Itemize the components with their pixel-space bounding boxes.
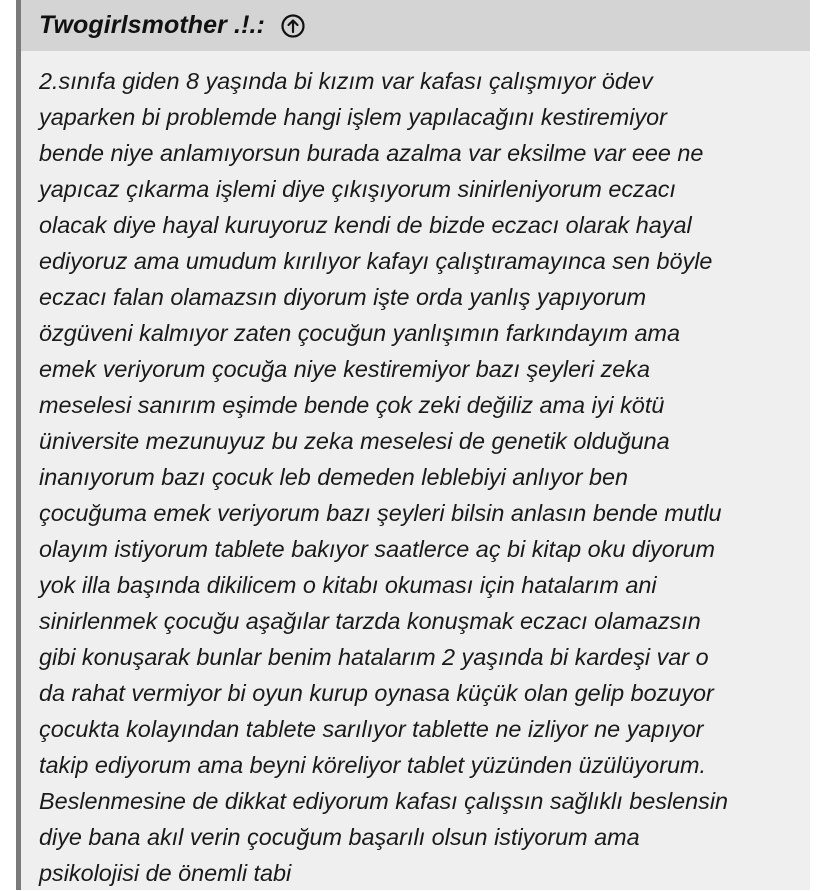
arrow-up-circle-icon[interactable] [280,13,306,39]
quote-text: 2.sınıfa giden 8 yaşında bi kızım var kafası çalışmıyor ödev yaparken bi problemde hangi işlem yapılacağını kestiremiyor bende niye anlamıyorsun burada azalma var eksilme var eee ne yapıcaz çıkarma işlemi diye çıkışıyorum sinirleniyorum eczacı olacak diye hayal kuruyoruz kendi de bizde eczacı olarak hayal ediyoruz ama umudum kırılıyor kafayı çalıştıramayınca sen böyle eczacı falan olamazsın diyorum işte orda yanlış yapıyorum özgüveni kalmıyor zaten çocuğun yanlışımın farkındayım ama emek veriyorum çocuğa niye kestiremiyor bazı şeyleri zeka meselesi sanırım eşimde bende çok zeki değiliz ama iyi kötü üniversite mezunuyuz bu zeka meselesi de genetik olduğuna inanıyorum bazı çocuk leb demeden leblebiyi anlıyor ben çocuğuma emek veriyorum bazı şeyleri bilsin anlasın bende mutlu olayım istiyorum tablete bakıyor saatlerce aç bi kitap oku diyorum yok illa başında dikilicem o kitabı okuması için hatalarım ani sinirlenmek çocuğu aşağılar tarzda konuşmak eczacı olamazsın gibi konuşarak bunlar benim hatalarım 2 yaşında bi kardeşi var o da rahat vermiyor bi oyun kurup oynasa küçük olan gelip bozuyor çocukta kolayından tablete sarılıyor tablette ne izliyor ne yapıyor takip ediyorum ama beyni köreliyor tablet yüzünden üzülüyorum. Beslenmesine de dikkat ediyorum kafası çalışsın sağlıklı beslensin diye bana akıl verin çocuğum başarılı olsun istiyorum ama psikolojisi de önemli tabi [39,68,729,886]
quote-author: Twogirlsmother .!.: [39,11,265,39]
quote-header [21,0,810,51]
quote-block [16,0,810,890]
